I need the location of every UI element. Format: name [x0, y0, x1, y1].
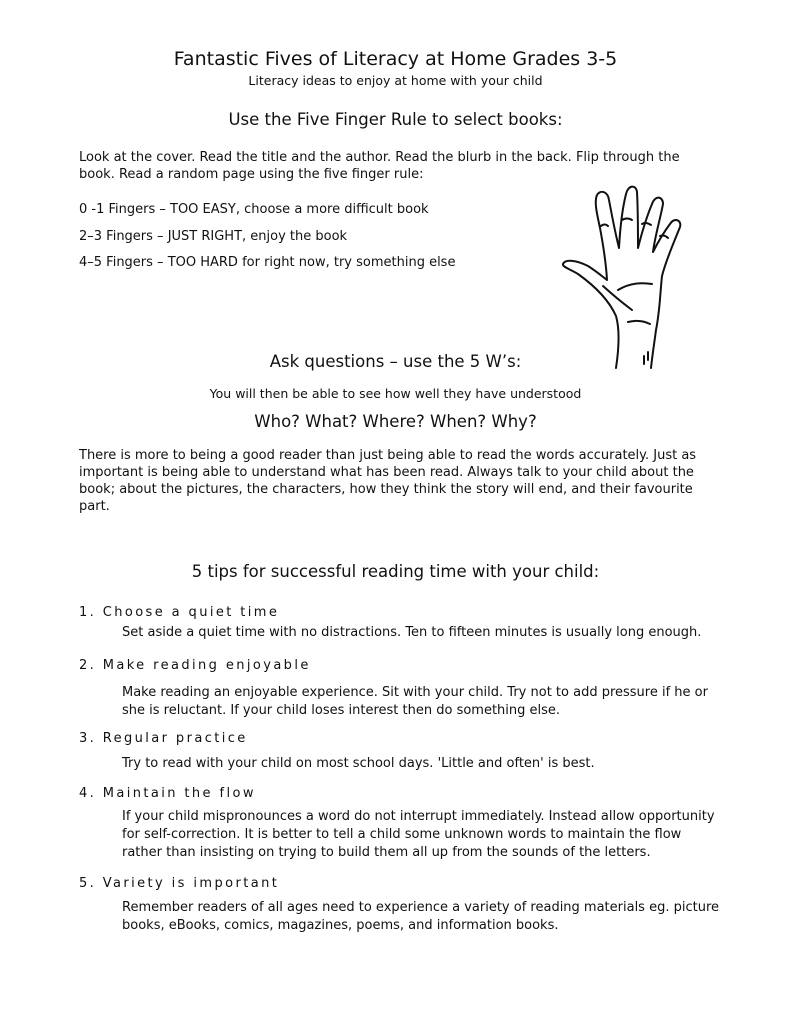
- tip-text-2: Make reading an enjoyable experience. Sit with your child. Try not to add pressure if he or she is reluctant. If your child loses interest then do something else.: [122, 685, 708, 718]
- tip-text-1: Set aside a quiet time with no distractions. Ten to fifteen minutes is usually long enough.: [122, 625, 702, 640]
- five-w-words: Who? What? Where? When? Why?: [254, 412, 537, 431]
- five-finger-intro: Look at the cover. Read the title and the author. Read the blurb in the back. Flip through the book. Read a random page using the five finger rule:: [79, 150, 680, 182]
- hand-outline: [563, 187, 680, 368]
- tip-title-1: 1. Choose a quiet time: [79, 605, 280, 620]
- page-subtitle: Literacy ideas to enjoy at home with your child: [248, 73, 543, 88]
- five-finger-rule-just-right: 2–3 Fingers – JUST RIGHT, enjoy the book: [79, 229, 348, 244]
- questions-intro: You will then be able to see how well they have understood: [209, 386, 582, 401]
- page-title: Fantastic Fives of Literacy at Home Grades 3-5: [173, 48, 618, 70]
- tip-text-5: Remember readers of all ages need to experience a variety of reading materials eg. picture books, eBooks, comics, magazines, poems, and information books.: [122, 900, 720, 933]
- tip-text-3: Try to read with your child on most school days. 'Little and often' is best.: [122, 756, 595, 771]
- five-finger-heading: Use the Five Finger Rule to select books:: [228, 110, 563, 129]
- five-finger-rule-easy: 0 -1 Fingers – TOO EASY, choose a more difficult book: [79, 202, 429, 217]
- hand-icon: [556, 180, 701, 370]
- tip-title-4: 4. Maintain the flow: [79, 786, 256, 801]
- questions-paragraph: There is more to being a good reader than just being able to read the words accurately. Just as important is being able to understand what has been read. Always talk to your child about the book; about the pictures, the characters, how they think the story will end, and their favourite part.: [79, 448, 697, 514]
- tip-title-2: 2. Make reading enjoyable: [79, 658, 311, 673]
- tip-text-4: If your child mispronounces a word do not interrupt immediately. Instead allow opportunity for self-correction. It is better to tell a child some unknown words to maintain the flow rather than insisting on trying to build them all up from the sounds of the letters.: [122, 809, 715, 860]
- five-finger-rule-hard: 4–5 Fingers – TOO HARD for right now, try something else: [79, 255, 456, 270]
- questions-heading: Ask questions – use the 5 W’s:: [269, 352, 522, 371]
- tip-title-5: 5. Variety is important: [79, 876, 280, 891]
- tips-heading: 5 tips for successful reading time with your child:: [191, 562, 600, 581]
- tip-title-3: 3. Regular practice: [79, 731, 248, 746]
